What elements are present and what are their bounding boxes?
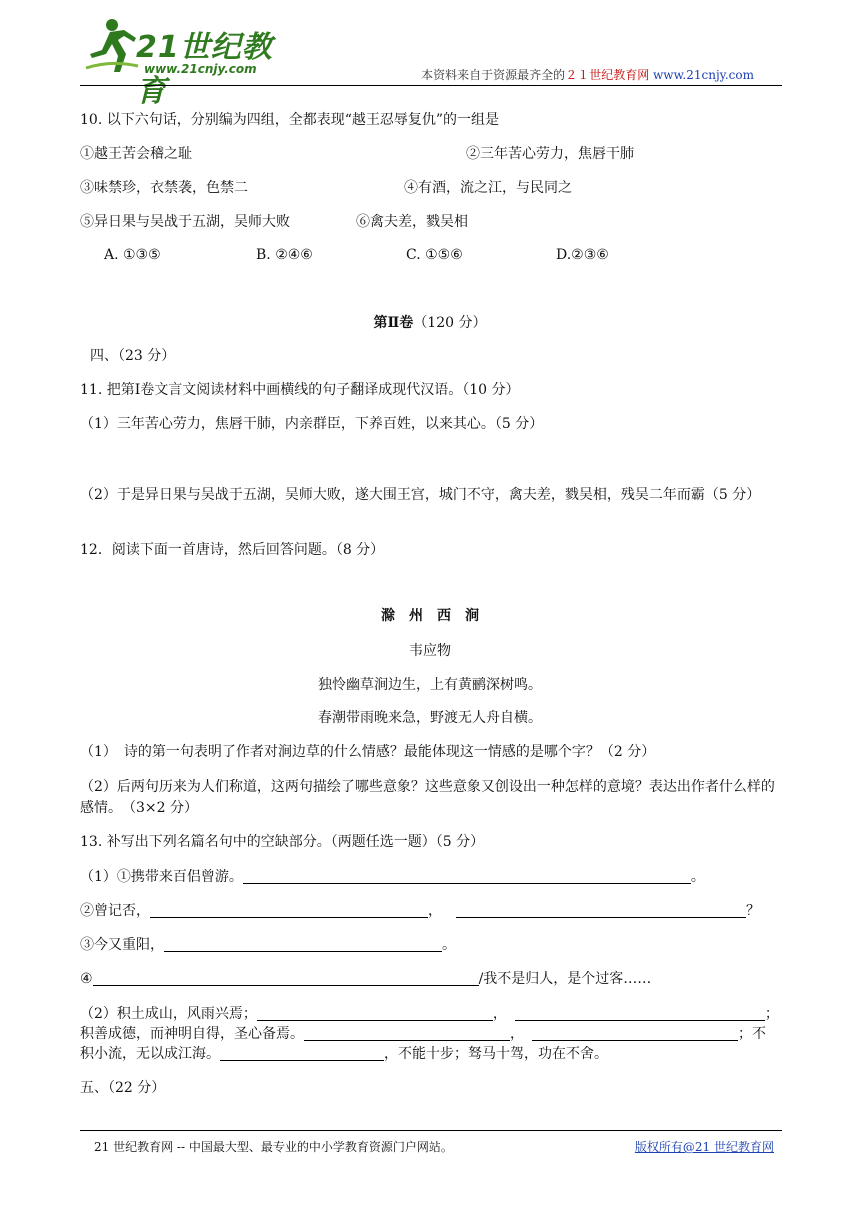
q12-sub-2: （2）后两句历来为人们称道，这两句描绘了哪些意象？这些意象又创设出一种怎样的意境？表达出作者什么样的感情。 （3×2 分）	[80, 779, 775, 816]
q12-stem: 12．阅读下面一首唐诗，然后回答问题。（8 分）	[80, 542, 385, 558]
answer-blank[interactable]	[304, 1026, 510, 1041]
q13-line-7	[80, 1045, 608, 1063]
q10-sentence-5: ⑤异日果与吴战于五湖，吴师大败	[80, 214, 290, 230]
poem-line-2: 春潮带雨晚来急，野渡无人舟自横。	[318, 710, 542, 726]
answer-blank[interactable]	[532, 1026, 738, 1041]
q13-line-5-text: （2）积土成山，风雨兴焉；	[80, 1006, 257, 1022]
q13-line-6-sep: ，	[510, 1026, 524, 1042]
q10-option-b: B. ②④⑥	[256, 247, 313, 263]
footer-text: 21 世纪教育网 -- 中国最大型、最专业的中小学教育资源门户网站。	[94, 1140, 453, 1154]
answer-blank[interactable]	[515, 1006, 765, 1021]
q13-stem: 13. 补写出下列名篇名句中的空缺部分。（两题任选一题）（5 分）	[80, 834, 485, 850]
header-source	[421, 66, 754, 83]
source-url[interactable]: www.21cnjy.com	[653, 68, 754, 82]
q13-line-6-text: 积善成德，而神明自得，圣心备焉。	[80, 1026, 304, 1042]
logo-text: 21世纪教育	[136, 30, 273, 109]
part-4-heading: 四、（23 分）	[90, 348, 176, 364]
answer-blank[interactable]	[456, 903, 746, 918]
section-2-score: （120 分）	[413, 315, 487, 331]
q10-sentence-4: ④有酒，流之江，与民同之	[404, 180, 572, 196]
section-2-title: 第Ⅱ卷	[373, 315, 414, 331]
poem-line-1: 独怜幽草涧边生，上有黄鹂深树鸣。	[318, 677, 542, 693]
q10-sentence-2: ②三年苦心劳力，焦唇干肺	[466, 146, 634, 162]
q13-line-1	[80, 868, 705, 886]
q13-line-7-end: ，不能十步；驽马十驾，功在不舍。	[384, 1046, 608, 1062]
answer-blank[interactable]	[164, 937, 442, 952]
q10-option-d: D.②③⑥	[556, 247, 609, 263]
q13-line-3-end: 。	[442, 937, 456, 953]
logo-url: www.21cnjy.com	[144, 62, 257, 76]
q13-line-5	[80, 1005, 779, 1023]
q13-line-4-end: /我不是归人，是个过客……	[478, 971, 652, 987]
poem-title: 滁 州 西 涧	[381, 608, 479, 624]
part-5-heading: 五、（22 分）	[80, 1080, 166, 1096]
q10-option-a: A. ①③⑤	[104, 247, 161, 263]
q13-line-2-end: ？	[746, 903, 760, 919]
answer-blank[interactable]	[243, 869, 691, 884]
q13-line-3	[80, 936, 456, 954]
q13-line-3-text: ③今又重阳，	[80, 937, 164, 953]
footer-divider	[80, 1130, 782, 1131]
header-divider	[80, 85, 782, 86]
site-logo[interactable]	[84, 16, 294, 109]
q11-sub-1: （1）三年苦心劳力，焦唇干肺，内亲群臣，下养百姓，以来其心。（5 分）	[80, 416, 544, 432]
q13-line-1-end: 。	[690, 869, 705, 885]
q13-line-5-sep: ，	[492, 1006, 507, 1022]
q11-sub-2: （2）于是异日果与吴战于五湖，吴师大败，遂大围王宫，城门不守，禽夫差，戮吴相，残吴二年而霸（5 分）	[80, 487, 761, 503]
q12-sub-1: （1） 诗的第一句表明了作者对涧边草的什么情感？最能体现这一情感的是哪个字？（2 分）	[80, 744, 656, 760]
q13-line-4-text: ④	[80, 971, 93, 987]
q10-sentence-1: ①越王苦会稽之耻	[80, 146, 192, 162]
section-2-heading	[0, 314, 860, 332]
q11-stem: 11. 把第Ⅰ卷文言文阅读材料中画横线的句子翻译成现代汉语。（10 分）	[80, 382, 520, 398]
q13-line-2-sep: ，	[428, 903, 442, 919]
q13-line-6-end: ；不	[738, 1026, 766, 1042]
answer-blank[interactable]	[257, 1006, 493, 1021]
q10-sentence-6: ⑥禽夫差，戮吴相	[356, 214, 468, 230]
q13-line-7-text: 积小流，无以成江海。	[80, 1046, 220, 1062]
q10-option-c: C. ①⑤⑥	[406, 247, 463, 263]
q10-stem: 10. 以下六句话，分别编为四组，全都表现“越王忍辱复仇”的一组是	[80, 112, 500, 128]
answer-blank[interactable]	[150, 903, 428, 918]
source-prefix: 本资料来自于资源最齐全的	[421, 68, 566, 82]
q13-line-2-text: ②曾记否，	[80, 903, 150, 919]
q10-sentence-3: ③味禁珍，衣禁袭，色禁二	[80, 180, 248, 196]
q13-line-4	[80, 970, 651, 988]
q13-line-5-end: ；	[764, 1006, 779, 1022]
q13-line-1-text: （1）①携带来百侣曾游。	[80, 869, 243, 885]
footer-copyright-link[interactable]: 版权所有@21 世纪教育网	[634, 1140, 774, 1154]
answer-blank[interactable]	[93, 971, 479, 986]
runner-icon	[84, 16, 140, 76]
q13-line-2	[80, 902, 760, 920]
source-site[interactable]: ２１世纪教育网	[565, 68, 650, 82]
poem-author: 韦应物	[409, 643, 451, 659]
q13-line-6	[80, 1025, 766, 1043]
answer-blank[interactable]	[220, 1046, 384, 1061]
